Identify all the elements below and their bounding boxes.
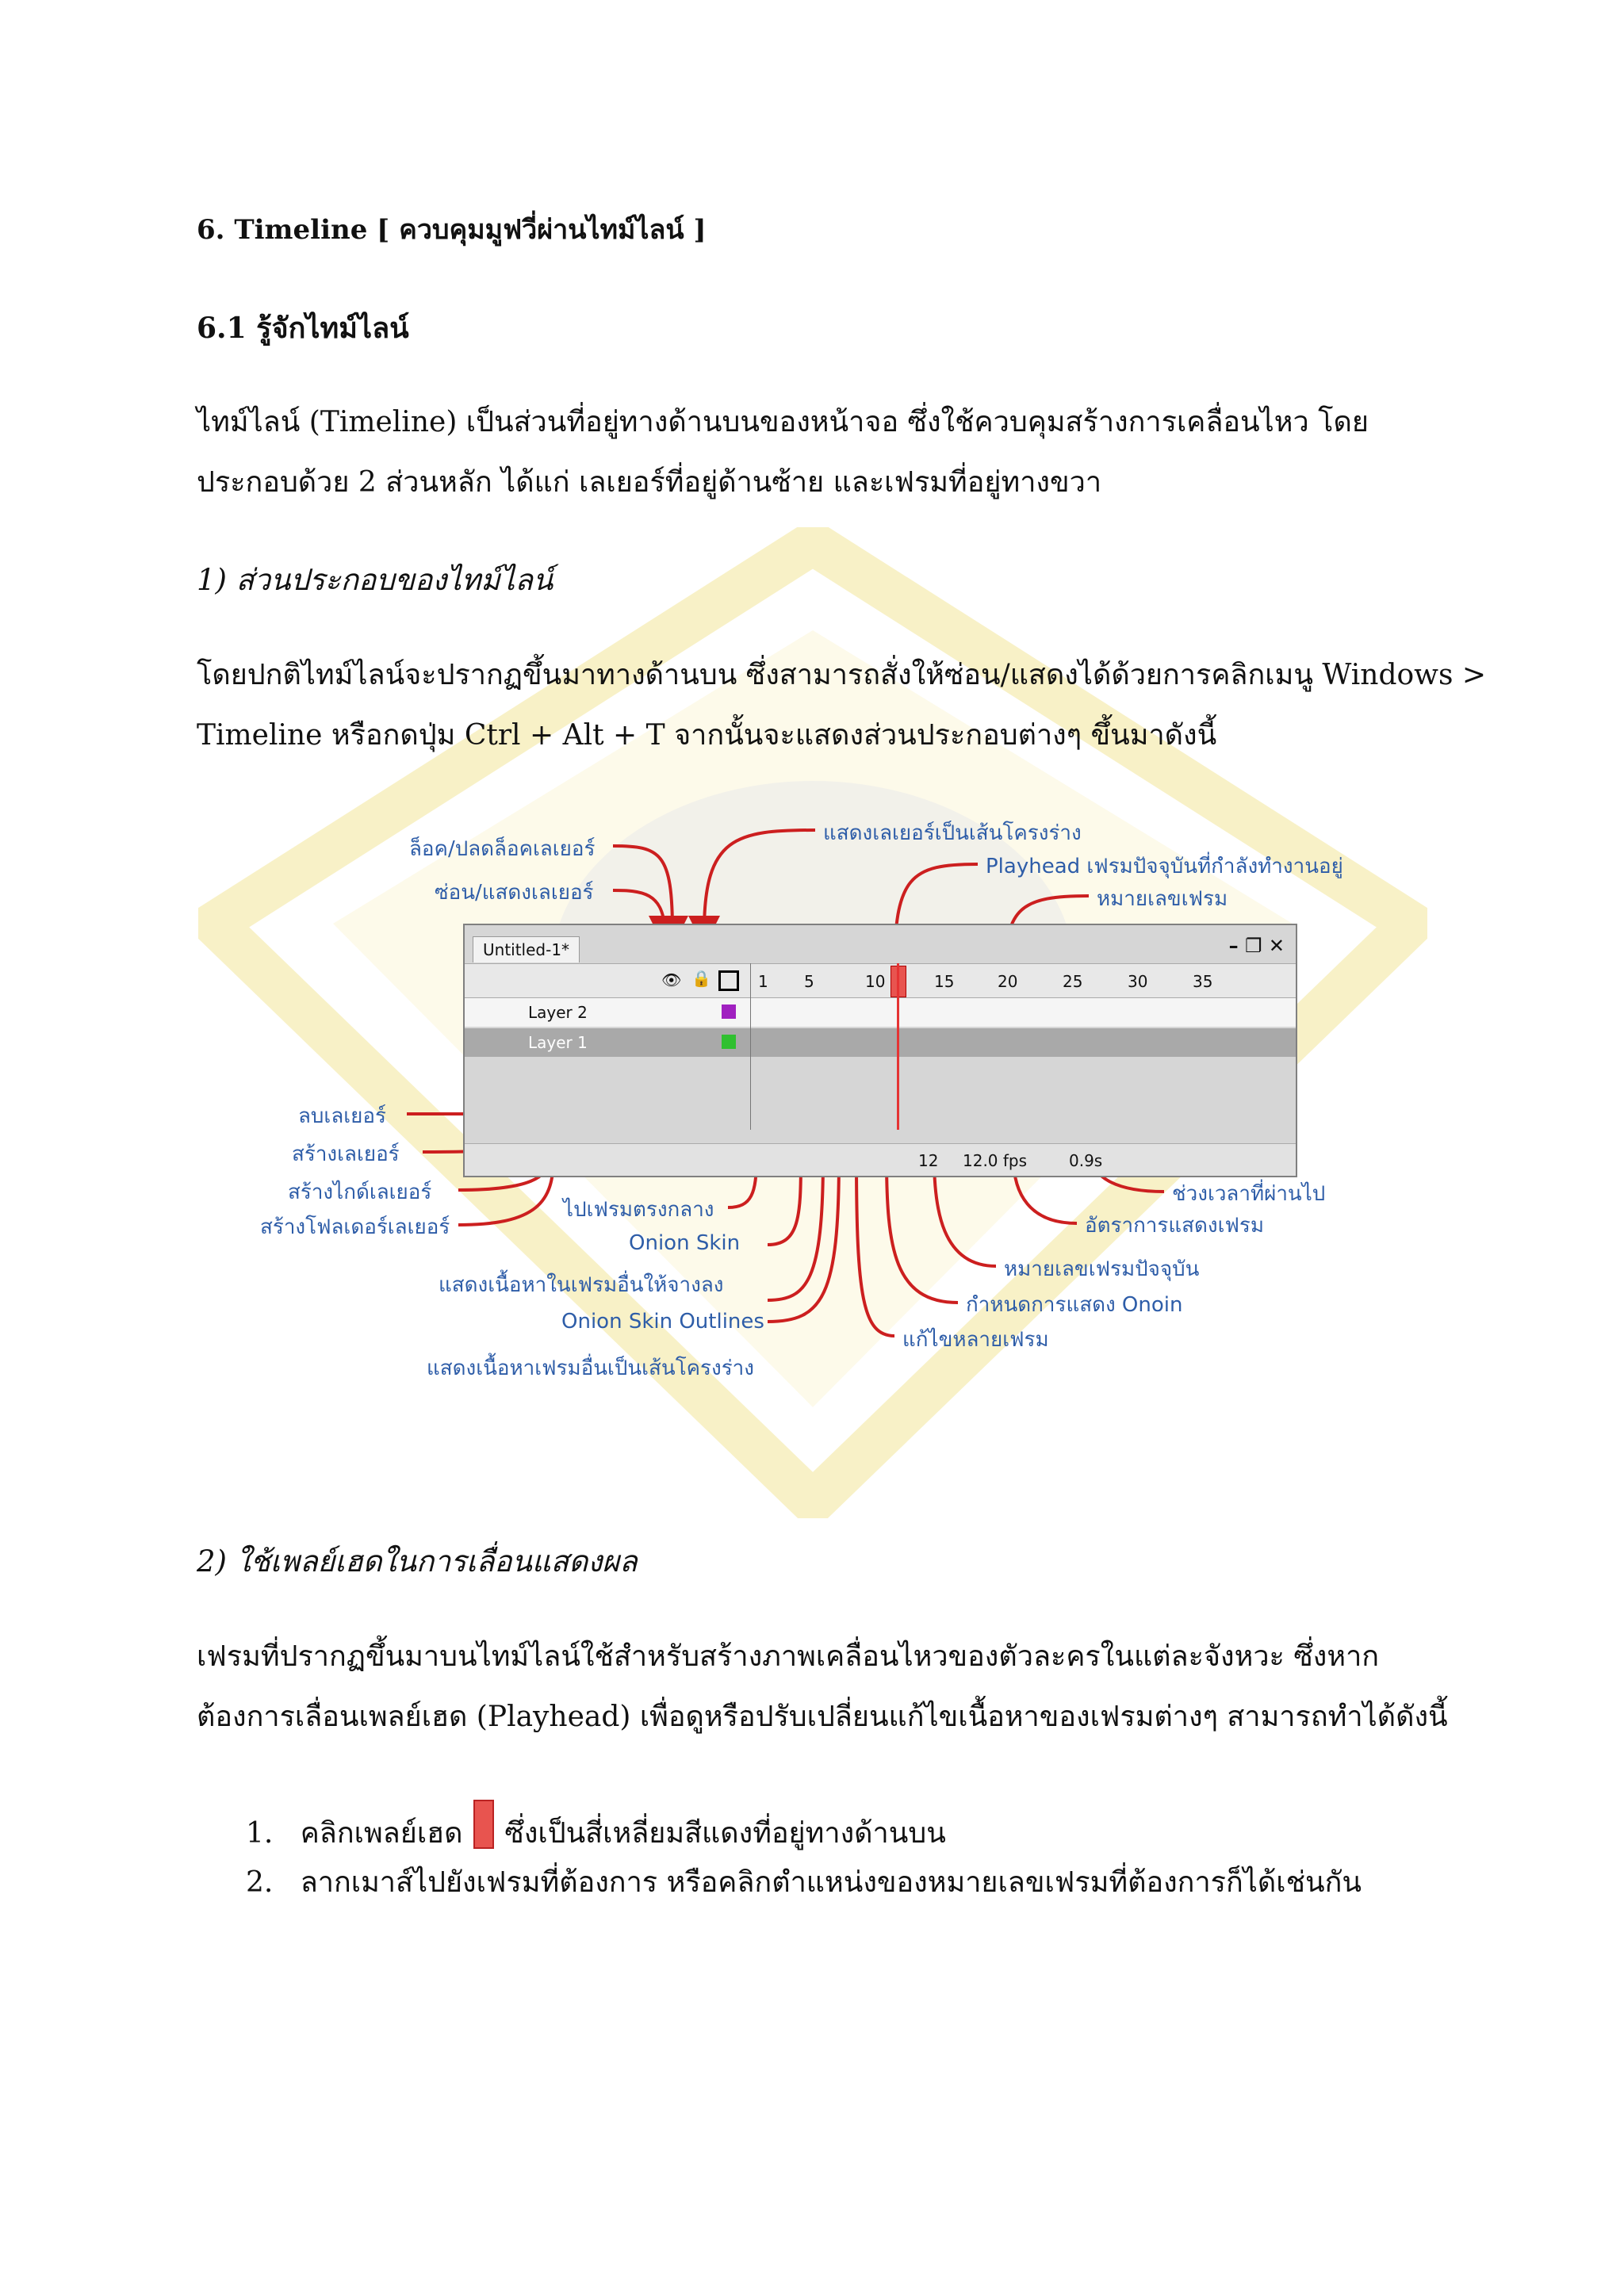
label-onion-skin: Onion Skin <box>629 1231 741 1255</box>
layer-name: Layer 1 <box>528 1033 588 1052</box>
layer-color-swatch <box>722 1004 736 1019</box>
fps-readout: 12.0 fps <box>963 1151 1028 1170</box>
outline-icon[interactable] <box>718 970 739 991</box>
eye-icon[interactable]: 👁 <box>661 970 682 989</box>
tick-label: 1 <box>758 972 768 991</box>
list-item <box>246 1800 946 1855</box>
tick-label: 15 <box>934 972 955 991</box>
topic-heading: 2) ใช้เพลย์เฮดในการเลื่อนแสดงผล <box>197 1544 638 1578</box>
label-elapsed: ช่วงเวลาที่ผ่านไป <box>1172 1182 1326 1206</box>
label-delete-layer: ลบเลเยอร์ <box>298 1104 386 1128</box>
layer-color-swatch <box>722 1035 736 1049</box>
tick-label: 20 <box>998 972 1018 991</box>
label-center-frame: ไปเฟรมตรงกลาง <box>563 1198 714 1222</box>
tick-label: 35 <box>1193 972 1213 991</box>
label-outline: แสดงเลเยอร์เป็นเส้นโครงร่าง <box>823 821 1082 845</box>
list-text: ลากเมาส์ไปยังเฟรมที่ต้องการ หรือคลิกตำแหน่งของหมายเลขเฟรมที่ต้องการก็ได้เช่นกัน <box>300 1866 1362 1899</box>
list-number: 1. <box>246 1817 274 1850</box>
subsection-heading: 6.1 รู้จักไทม์ไลน์ <box>197 312 409 345</box>
paragraph-line: ต้องการเลื่อนเพลย์เฮด (Playhead) เพื่อดูหรือปรับเปลี่ยนแก้ไขเนื้อหาของเฟรมต่างๆ สามารถทำได้ดังนี้ <box>197 1701 1448 1733</box>
tick-label: 10 <box>865 972 886 991</box>
list-text: ซึ่งเป็นสี่เหลี่ยมสีแดงที่อยู่ทางด้านบน <box>504 1817 946 1850</box>
document-tab[interactable]: Untitled-1* <box>473 936 580 962</box>
paragraph-line: โดยปกติไทม์ไลน์จะปรากฏขึ้นมาทางด้านบน ซึ่งสามารถสั่งให้ซ่อน/แสดงได้ด้วยการคลิกเมนู Windows > <box>197 659 1487 691</box>
paragraph-line: ไทม์ไลน์ (Timeline) เป็นส่วนที่อยู่ทางด้านบนของหน้าจอ ซึ่งใช้ควบคุมสร้างการเคลื่อนไหว โดย <box>197 406 1369 438</box>
label-frame-number: หมายเลขเฟรม <box>1097 887 1228 911</box>
timeline-figure <box>197 805 1434 1395</box>
elapsed-readout: 0.9s <box>1069 1151 1103 1170</box>
layer-name: Layer 2 <box>528 1003 588 1022</box>
label-outline-other: แสดงเนื้อหาเฟรมอื่นเป็นเส้นโครงร่าง <box>427 1357 754 1380</box>
lock-icon[interactable]: 🔒 <box>691 969 711 988</box>
label-frame-rate: อัตราการแสดงเฟรม <box>1085 1214 1264 1238</box>
frames-area[interactable] <box>750 963 1289 1130</box>
paragraph-line: ประกอบด้วย 2 ส่วนหลัก ได้แก่ เลเยอร์ที่อยู่ด้านซ้าย และเฟรมที่อยู่ทางขวา <box>197 466 1102 499</box>
label-hide: ซ่อน/แสดงเลเยอร์ <box>435 881 594 905</box>
label-folder-layer: สร้างโฟลเดอร์เลเยอร์ <box>260 1215 450 1239</box>
playhead-marker-icon <box>473 1800 494 1849</box>
label-onion-outline: Onion Skin Outlines <box>561 1310 764 1334</box>
label-onion-setting: กำหนดการแสดง Onoin <box>966 1293 1183 1317</box>
label-guide-layer: สร้างไกด์เลเยอร์ <box>288 1181 432 1204</box>
label-playhead: Playhead เฟรมปัจจุบันที่กำลังทำงานอยู่ <box>986 855 1343 878</box>
list-text: คลิกเพลย์เฮด <box>300 1817 463 1850</box>
label-current-frame: หมายเลขเฟรมปัจจุบัน <box>1004 1257 1200 1281</box>
section-heading: 6. Timeline [ ควบคุมมูฟวี่ผ่านไทม์ไลน์ ] <box>197 214 707 246</box>
timeline-panel <box>463 924 1297 1177</box>
topic-heading: 1) ส่วนประกอบของไทม์ไลน์ <box>197 563 553 597</box>
tick-label: 25 <box>1063 972 1083 991</box>
list-item <box>246 1859 1362 1904</box>
window-controls[interactable]: – ❐ ✕ <box>1228 935 1285 957</box>
label-edit-multiple: แก้ไขหลายเฟรม <box>902 1328 1049 1352</box>
tick-label: 5 <box>804 972 814 991</box>
label-lock: ล็อค/ปลดล็อคเลเยอร์ <box>409 837 596 861</box>
paragraph-line: Timeline หรือกดปุ่ม Ctrl + Alt + T จากนั้นจะแสดงส่วนประกอบต่างๆ ขึ้นมาดังนี้ <box>197 719 1217 752</box>
label-new-layer: สร้างเลเยอร์ <box>292 1142 400 1166</box>
list-number: 2. <box>246 1866 274 1899</box>
paragraph-line: เฟรมที่ปรากฏขึ้นมาบนไทม์ไลน์ใช้สำหรับสร้างภาพเคลื่อนไหวของตัวละครในแต่ละจังหวะ ซึ่งหาก <box>197 1640 1380 1673</box>
label-faded: แสดงเนื้อหาในเฟรมอื่นให้จางลง <box>439 1273 724 1297</box>
timeline-footer <box>465 1143 1296 1176</box>
tick-label: 30 <box>1128 972 1148 991</box>
playhead-line <box>897 963 899 1130</box>
current-frame-readout: 12 <box>918 1151 939 1170</box>
